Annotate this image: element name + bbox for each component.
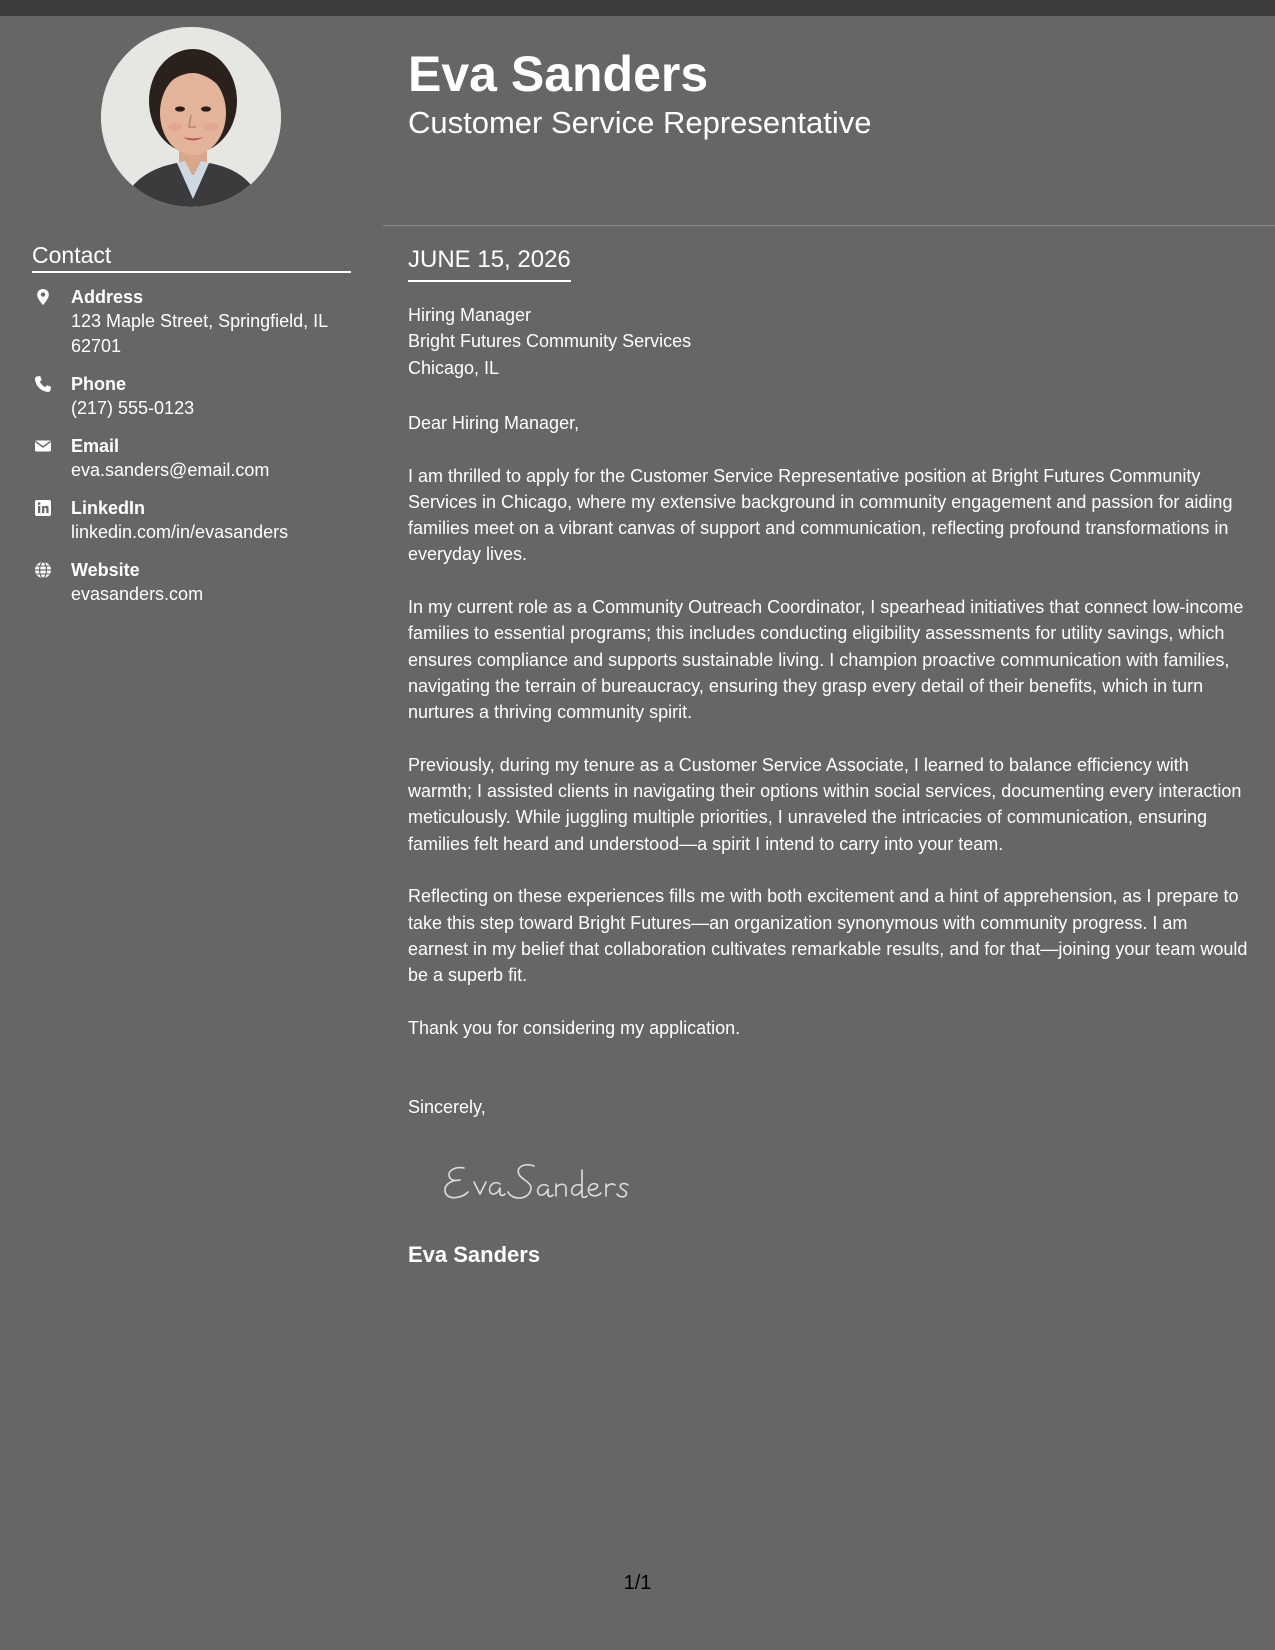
avatar <box>101 27 281 207</box>
name-heading: Eva Sanders <box>408 46 709 102</box>
letter-date: JUNE 15, 2026 <box>408 244 571 282</box>
phone-icon <box>34 375 52 393</box>
contact-value-phone: (217) 555-0123 <box>71 398 195 418</box>
page-number: 1/1 <box>623 1572 652 1594</box>
contact-item-email <box>32 434 352 483</box>
contact-label-phone: Phone <box>71 374 127 394</box>
signed-name: Eva Sanders <box>408 1242 541 1267</box>
contact-list <box>32 285 352 620</box>
header-divider <box>383 225 1275 226</box>
job-title: Customer Service Representative <box>408 105 872 140</box>
contact-heading: Contact <box>32 242 112 268</box>
top-strip <box>0 0 1275 16</box>
body-paragraph: Previously, during my tenure as a Customer Service Associate, I learned to balance efficiency with warmth; I assisted clients in navigating their options within social services, documenting every interaction meticulously. While juggling multiple priorities, I unraveled the intricacies of communication, ensuring families felt heard and understood—a spirit I intend to carry into your team. <box>408 754 1242 854</box>
contact-item-website <box>32 558 352 607</box>
letter-body <box>408 410 1248 1146</box>
body-paragraph: Reflecting on these experiences fills me with both excitement and a hint of apprehension, as I prepare to take this step toward Bright Futures—an organization synonymous with community progress. I am earnest in my belief that collaboration cultivates remarkable results, and for that—joining your team would be a superb fit. <box>408 886 1248 986</box>
envelope-icon <box>34 437 52 455</box>
contact-item-linkedin <box>32 496 352 545</box>
recipient-line: Hiring Manager <box>408 305 532 325</box>
contact-value-email: eva.sanders@email.com <box>71 460 270 480</box>
map-pin-icon <box>34 288 52 306</box>
portrait-photo <box>101 27 281 207</box>
salutation: Dear Hiring Manager, <box>408 413 580 433</box>
recipient-line: Chicago, IL <box>408 357 500 378</box>
contact-item-address <box>32 285 352 359</box>
contact-label-linkedin: LinkedIn <box>71 498 146 518</box>
linkedin-icon <box>34 499 52 517</box>
body-paragraph: In my current role as a Community Outreach Coordinator, I spearhead initiatives that connect low-income families to essential programs; this includes conducting eligibility assessments for utility savings, which ensures compliance and supports sustainable living. I champion proactive communication with families, navigating the terrain of bureaucracy, ensuring they grasp every detail of their benefits, which in turn nurtures a thriving community spirit. <box>408 597 1244 723</box>
handwritten-signature <box>438 1156 658 1208</box>
contact-divider <box>32 271 351 273</box>
contact-label-address: Address <box>71 287 144 307</box>
body-paragraph: I am thrilled to apply for the Customer Service Representative position at Bright Futures Community Services in Chicago, where my extensive background in community engagement and passion for aiding families meet on a vibrant canvas of support and communication, reflecting profound transformations in everyday lives. <box>408 465 1233 565</box>
recipient-block <box>408 302 691 381</box>
contact-value-linkedin: linkedin.com/in/evasanders <box>71 522 289 542</box>
contact-value-website: evasanders.com <box>71 584 204 604</box>
contact-label-website: Website <box>71 560 140 580</box>
contact-value-address: 123 Maple Street, Springfield, IL 62701 <box>71 311 328 356</box>
contact-item-phone <box>32 372 352 421</box>
globe-icon <box>34 561 52 579</box>
recipient-line: Bright Futures Community Services <box>408 331 692 352</box>
body-paragraph: Thank you for considering my application. <box>408 1017 741 1038</box>
closing: Sincerely, <box>408 1096 486 1117</box>
contact-label-email: Email <box>71 436 120 456</box>
